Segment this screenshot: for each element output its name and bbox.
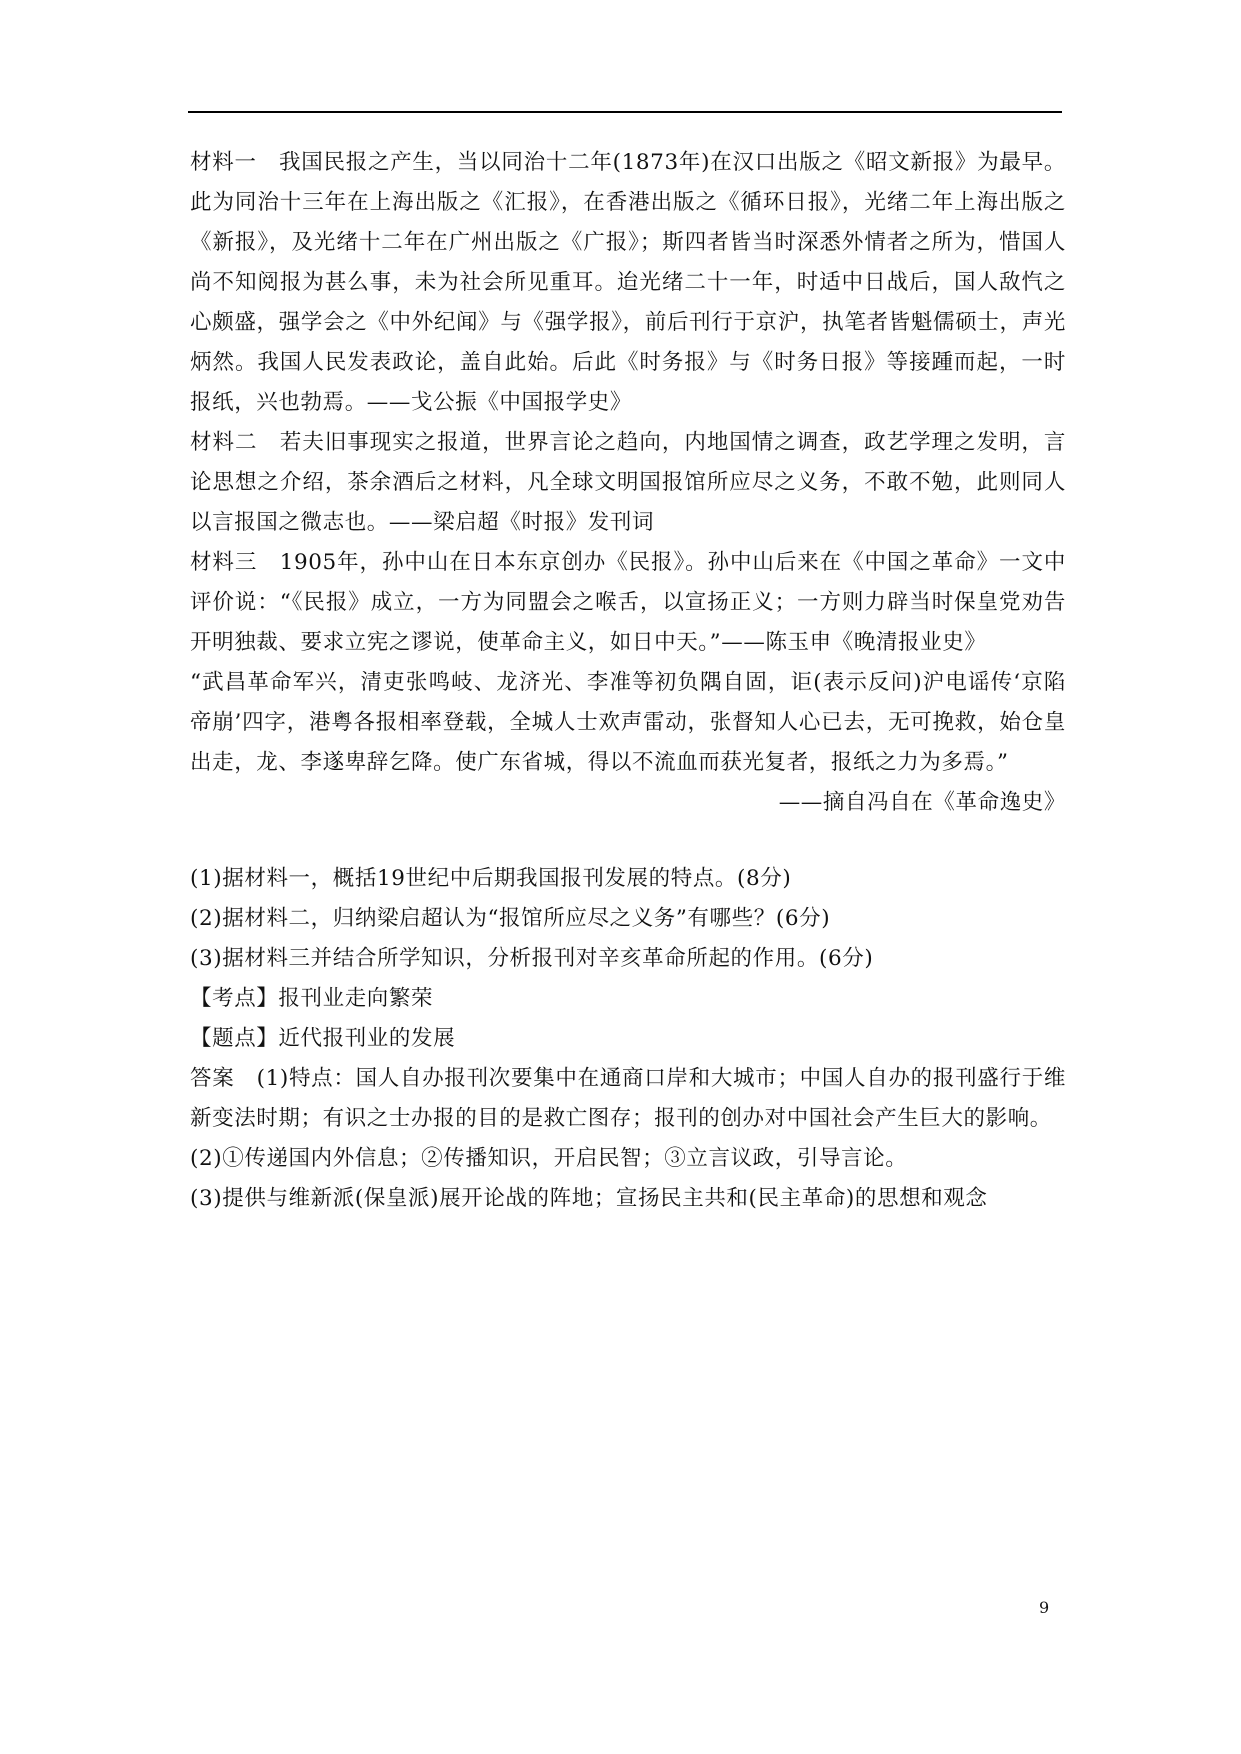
material-one: 材料一 我国民报之产生，当以同治十二年(1873年)在汉口出版之《昭文新报》为最早。此为同治十三年在上海出版之《汇报》，在香港出版之《循环日报》，光绪二年上海出版之《新报》，及光绪十二年在广州出版之《广报》；斯四者皆当时深悉外情者之所为，惜国人尚不知阅报为甚么事，未为社会所见重耳。迨光绪二十一年，时适中日战后，国人敌忾之心颇盛，强学会之《中外纪闻》与《强学报》，前后刊行于京沪，执笔者皆魁儒硕士，声光炳然。我国人民发表政论，盖自此始。后此《时务报》与《时务日报》等接踵而起，一时报纸，兴也勃焉。——戈公振《中国报学史》 xyxy=(190,150,1066,415)
document-body xyxy=(190,143,1066,1219)
answer-3: (3)提供与维新派(保皇派)展开论战的阵地；宣扬民主共和(民主革命)的思想和观念 xyxy=(190,1186,988,1211)
header-rule xyxy=(188,111,1062,113)
quote-source: ——摘自冯自在《革命逸史》 xyxy=(778,790,1066,815)
answer-2: (2)①传递国内外信息；②传播知识，开启民智；③立言议政，引导言论。 xyxy=(190,1146,908,1171)
answer-1: 答案 (1)特点：国人自办报刊次要集中在通商口岸和大城市；中国人自办的报刊盛行于维新变法时期；有识之士办报的目的是救亡图存；报刊的创办对中国社会产生巨大的影响。 xyxy=(190,1066,1066,1131)
quote-paragraph: “武昌革命军兴，清吏张鸣岐、龙济光、李准等初负隅自固，讵(表示反问)沪电谣传‘京陷帝崩’四字，港粤各报相率登载，全城人士欢声雷动，张督知人心已去，无可挽救，始仓皇出走，龙、李遂卑辞乞降。使广东省城，得以不流血而获光复者，报纸之力为多焉。” xyxy=(190,670,1066,775)
kaodian-label: 【考点】报刊业走向繁荣 xyxy=(190,986,434,1011)
question-1: (1)据材料一，概括19世纪中后期我国报刊发展的特点。(8分) xyxy=(190,866,792,891)
question-2: (2)据材料二，归纳梁启超认为“报馆所应尽之义务”有哪些？(6分) xyxy=(190,906,831,931)
question-3: (3)据材料三并结合所学知识，分析报刊对辛亥革命所起的作用。(6分) xyxy=(190,946,874,971)
spacer xyxy=(190,823,1066,859)
material-two: 材料二 若夫旧事现实之报道，世界言论之趋向，内地国情之调查，政艺学理之发明，言论思想之介绍，茶余酒后之材料，凡全球文明国报馆所应尽之义务，不敢不勉，此则同人以言报国之微志也。——梁启超《时报》发刊词 xyxy=(190,430,1066,535)
page-number: 9 xyxy=(1039,1598,1050,1617)
material-three: 材料三 1905年，孙中山在日本东京创办《民报》。孙中山后来在《中国之革命》一文中评价说：“《民报》成立，一方为同盟会之喉舌，以宣扬正义；一方则力辟当时保皇党劝告开明独裁、要求立宪之谬说，使革命主义，如日中天。”——陈玉申《晚清报业史》 xyxy=(190,550,1066,655)
tidian-label: 【题点】近代报刊业的发展 xyxy=(190,1026,456,1051)
